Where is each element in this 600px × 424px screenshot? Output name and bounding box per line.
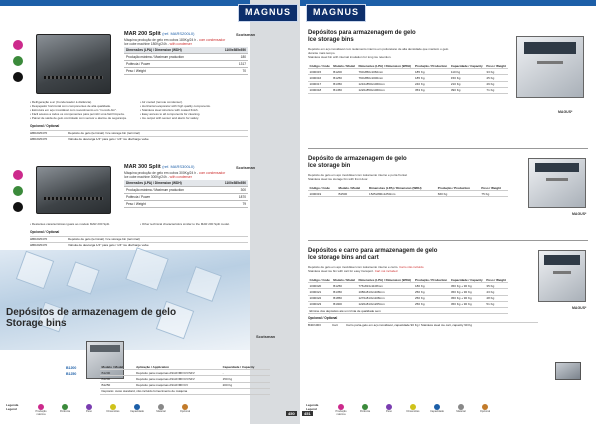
table-row: 1000321 B1350 1080x813x1108mm 250 Kg 450 Kg + 90 Kg 43 Kg <box>308 289 508 295</box>
section-title: Depósitos para armazenagem de gelo Ice storage bins <box>308 30 416 43</box>
legend-item: Potência <box>56 404 74 416</box>
mark-green-icon <box>13 56 23 66</box>
bin-model-tag: B1250 <box>66 372 77 376</box>
section-separator <box>308 148 588 149</box>
bins-spec-table: Código / Code Modelo / Model Dimensões (LPA) / Dimension (WDH) Produção / Production Capacidade / Capacity Peso / Weight 1000315 B1200 760x850x1060mm 185 Kg 110 Kg 33 Kg 1000316 B1250 760x850x1000mm 185 Kg 150 Kg 45 Kg 1000317 B1350 1210x850x1060mm 240 Kg 210 Kg 49 Kg 1000318 B1450 1220x850x1060mm 353 Kg 390 Kg 71 Kg <box>309 63 507 93</box>
brand-logo: MAGNUS <box>238 4 298 22</box>
table-row: 1000316 B1250 760x850x1000mm 185 Kg 150 Kg 45 Kg <box>308 75 508 81</box>
ice-cart-image <box>555 362 581 380</box>
legend <box>332 404 494 416</box>
mark-black-icon <box>13 202 23 212</box>
ice-background-image <box>0 250 250 350</box>
magus-tag: MAGUS* <box>558 110 573 114</box>
mar300-features-pt: • Restantes características iguais ao modelo MAR 200 Split. <box>30 222 130 226</box>
table-row: 1000315 B1200 760x850x1060mm 185 Kg 110 Kg 33 Kg <box>308 69 508 75</box>
ice-bin-image <box>516 36 584 98</box>
mar200-title: MAR 200 Split (ref. MARS200L0) <box>124 31 195 37</box>
storage-bins-title: Depósitos de armazenagem de gelo Storage bins <box>6 307 177 329</box>
section-description: Depósito de gelo em aço inoxidável com isolamento interno e porta frontal. Stainless steel ice storage bin with front door. <box>308 173 408 181</box>
ice-storage-bins-section <box>308 30 538 94</box>
bins-cart-spec-table: Código / Code Modelo / Model Dimensões (LPA) / Dimension (WDH) Produção / Production Capacidade / Capacity Peso / Weight 1000320 B1250 776x813x1108mm 180 Kg 450 Kg + 90 Kg 35 Kg 1000321 B1350 1080x813x1108mm 250 Kg 450 Kg + 90 Kg 43 Kg 1000322 B1850 1270x813x1108mm 250 Kg 450 Kg + 90 Kg 48 Kg 1000323 B1900 1220x813x1205mm 250 Kg 450 Kg + 90 Kg 51 Kg Elimine dos depósitos até um trinta de qualidade sem <box>309 277 507 313</box>
large-ice-bin-image <box>528 158 586 208</box>
legend-item: Capacidade <box>128 404 146 416</box>
legend-title: Legenda Legend <box>306 403 319 411</box>
magus-tag: MAGUS* <box>572 306 587 310</box>
table-row: 1000320 B1250 776x813x1108mm 180 Kg 450 Kg + 90 Kg 35 Kg <box>308 283 508 289</box>
mark-green-icon <box>13 186 23 196</box>
legend-item: Material <box>452 404 470 416</box>
legend-item: Potência <box>356 404 374 416</box>
page-number-left: 450 <box>288 411 295 416</box>
table-row: 1000318 B1450 1220x850x1060mm 353 Kg 390 Kg 71 Kg <box>308 87 508 93</box>
storage-bins-table: Modelo / Model Aplicação / Application Capacidade / Capacity B1200 Depósito para maquinas AS/AF/MF/CV/SFV - B1200 Depósito para maquinas AS/AF/MF/CV/SFV 150 Kg B1250 Depósito para maquinas AS/AF/MF/CV 200 Kg Depósito: custo standard, não incluído fornecimento de máquina <box>100 364 270 395</box>
bin-spec-table: Código / Code Modelo / Model Dimensões (LPA) / Dimension (WDH) Produção / Production Peso / Weight 1000319 B1500 1525x890x1250mm 660 Kg 75 Kg <box>308 185 508 197</box>
mark-pink-icon <box>13 170 23 180</box>
mar200-brand: Scotsman <box>236 32 256 37</box>
section-title: Depósitos e carro para armazenagem de gelo Ice storage bins and cart <box>308 248 438 261</box>
mar200-spec-table: Dimensões (LPA) / Dimension (WDH) 1100x585x550 Produção máxima / Maximum production 180 Potência / Power 1317 Peso / Weight 70 <box>126 48 246 73</box>
legend-item: Material <box>152 404 170 416</box>
legend-item: Produção máxima <box>332 404 350 416</box>
side-marks-2 <box>0 170 30 218</box>
magus-tag: MAGUS* <box>572 212 587 216</box>
mar300-spec-table: Dimensões (LPA) / Dimension (WDH) 1100x585x550 Produção máxima / Maximum production 300 Potência / Power 1870 Peso / Weight 79 <box>126 181 246 206</box>
bin-model-tag: B1200 <box>66 366 77 370</box>
gray-side-column <box>250 0 300 424</box>
side-marks <box>0 40 30 88</box>
table-row: 1000317 B1350 1210x850x1060mm 240 Kg 210 Kg 49 Kg <box>308 81 508 87</box>
legend-item: Capacidade <box>428 404 446 416</box>
legend-item: Dimensões <box>104 404 122 416</box>
legend-item: Peso <box>80 404 98 416</box>
bin-with-cart-image <box>538 250 586 302</box>
mar300-image <box>36 166 111 214</box>
legend-title: Legenda Legend <box>6 403 19 411</box>
bins-and-cart-section <box>308 248 538 328</box>
table-note: Elimine dos depósitos até um trinta de qualidade sem <box>308 307 508 313</box>
top-strip <box>0 0 250 6</box>
mar300-options: Opcional / Optional HBD20/0470 Depósito de gelo (terminal) / Ice storage bin (terminal) HBD20/0470 Válvula de descarga 1/4" para gelo / 1/4" ice discharge valve <box>30 231 248 249</box>
bins-note: Depósito: custo standard, não incluído fornecimento de máquina <box>100 388 270 394</box>
mar300-brand: Scotsman <box>236 165 256 170</box>
mark-black-icon <box>13 72 23 82</box>
legend-item: Peso <box>380 404 398 416</box>
mar200-features-en: • Air cooled (remote condenser). • Horizontal evaporator with high quality components. • Stainless steel structure with coated finish. • Easy access to all components for cleaning. • Ice output with sensor and alarm for safety. <box>140 100 248 120</box>
legend-item: Opcional <box>476 404 494 416</box>
mar300-features-en: • Other technical characteristics similar to the MAR 200 Split model. <box>140 222 248 226</box>
right-page <box>300 0 600 424</box>
section-description: Depósito em aço inoxidável com isolamento interno em poliuretano de alta densidade que mantém o gelo durante mais tempo. Stainless steel bin with internal insulation for long ice retention. <box>308 47 449 59</box>
page-number-right: 451 <box>304 411 311 416</box>
bins-brand: Scotsman <box>256 334 276 339</box>
brand-logo: MAGNUS <box>306 4 366 22</box>
mar200-features-pt: • Refrigeração a ar (Condensador à distância). • Despejador horizontal com componentes de alta qualidade. • Estrutura em aço inoxidável com revestimento em "no-lock-bin". • Fácil acesso a todos os componentes para permitir uma fácil limpeza. • Painel de saída de gelo controlado com sensor e alarme de segurança. <box>30 100 130 120</box>
legend-item: Opcional <box>176 404 194 416</box>
table-row: 1000319 B1500 1525x890x1250mm 660 Kg 75 Kg <box>308 191 508 197</box>
mar300-subtitle: Máquina produção de gelo em cubos 300Kg/24 h - com condensador Ice cube machine 300Kg/24h - with condenser <box>124 171 226 179</box>
table-row: B1250 Depósito para maquinas AS/AF/MF/CV 200 Kg <box>100 382 270 388</box>
table-row: B1200 Depósito para maquinas AS/AF/MF/CV/SFV 150 Kg <box>100 376 270 382</box>
table-row: 1000323 B1900 1220x813x1205mm 250 Kg 450 Kg + 90 Kg 51 Kg <box>308 301 508 307</box>
mar200-image <box>36 34 111 94</box>
section-title: Depósito de armazenagem de gelo Ice storage bin <box>308 156 407 169</box>
ice-storage-bin-section <box>308 156 538 197</box>
section-separator <box>308 240 588 241</box>
legend-item: Produção máxima <box>32 404 50 416</box>
cart-options: Opcional / Optional B40/1003 Cart Carro porta-gelo em aço inoxidável, capacidade 90 Kg / Stainless steel ice cart, capacity 90 Kg <box>308 317 538 328</box>
legend <box>32 404 194 416</box>
mar200-options: Opcional / Optional HBD20/0470 Depósito de gelo (terminal) / Ice storage bin (terminal) HBD20/0470 Válvula de descarga 1/4" para gelo / 1/4" ice discharge valve <box>30 125 248 143</box>
mark-pink-icon <box>13 40 23 50</box>
table-row: B1200 Depósito para maquinas AS/AF/MF/CV/SFV - <box>100 370 270 376</box>
mar200-subtitle: Máquina produção de gelo em cubos 180Kg/24 h - com condensador Ice cube machine 180Kg/24h - with condenser <box>124 38 226 46</box>
table-row: 1000322 B1850 1270x813x1108mm 250 Kg 450 Kg + 90 Kg 48 Kg <box>308 295 508 301</box>
legend-item: Dimensões <box>404 404 422 416</box>
mar300-title: MAR 300 Split (ref. MARS300L0) <box>124 164 195 170</box>
section-description: Depósito de gelo em aço inoxidável com isolamento interno e carro. Carro não incluído Stainless steel ice bin with cart for easy transport. Cart not included <box>308 265 424 273</box>
